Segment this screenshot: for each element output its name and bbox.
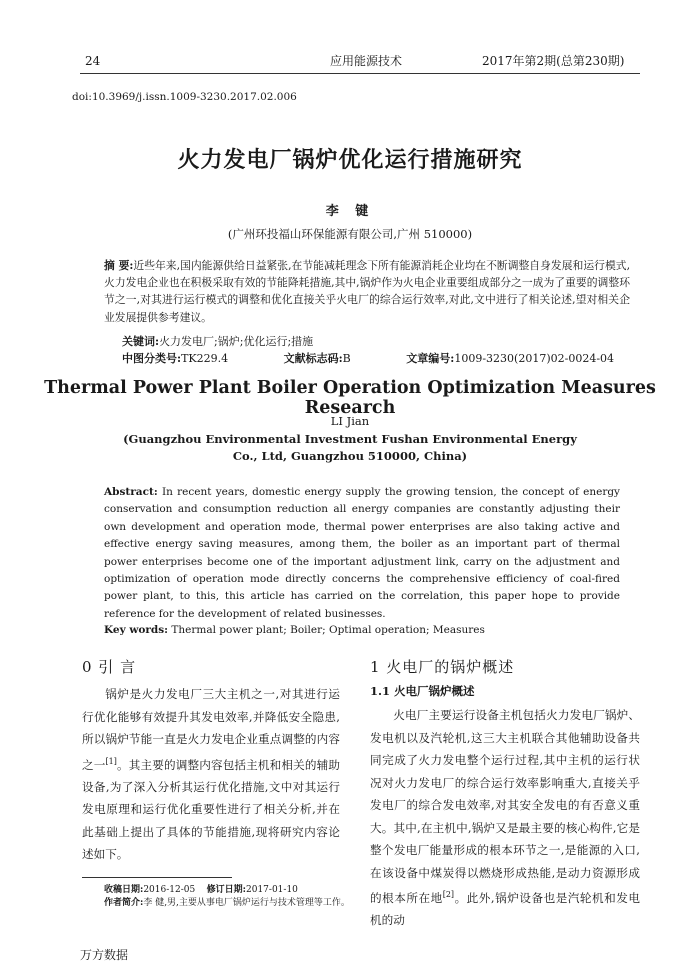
cn-affiliation: (广州环投福山环保能源有限公司,广州 510000) <box>227 227 473 241</box>
revised-label: 修订日期: <box>206 885 246 895</box>
cn-keywords <box>122 333 313 349</box>
cn-keywords-text: 火力发电厂;锅炉;优化运行;措施 <box>159 335 314 348</box>
intro-paragraph <box>82 683 340 866</box>
footnote-rule <box>82 877 232 878</box>
doc-code-value: B <box>342 352 351 365</box>
received-label: 收稿日期: <box>104 885 144 895</box>
cn-abstract-text: 近些年来,国内能源供给日益紧张,在节能减耗理念下所有能源消耗企业均在不断调整自身发展和运行模式,火力发电企业也在积极采取有效的节能降耗措施,其中,锅炉作为火电企业重要组成部分之一成为了重要的调整环节之一,对其进行运行模式的调整和优化直接关乎火电厂的综合运行效率,对此,文中进行了相关论述,望对相关企业发展提供参考建议。 <box>104 259 630 324</box>
doi: doi:10.3969/j.issn.1009-3230.2017.02.006 <box>72 91 297 103</box>
intro-text-a: 锅炉是火力发电厂三大主机之一,对其进行运行优化能够有效提升其发电效率,并降低安全隐患,所以锅炉节能一直是火力发电企业重点调整的内容之一 <box>82 687 340 772</box>
intro-text-b: 。其主要的调整内容包括主机和相关的辅助设备,为了深入分析其运行优化措施,文中对其运行发电原理和运行优化重要性进行了相关分析,并在此基础上提出了具体的节能措施,现将研究内容论述如下。 <box>82 757 340 862</box>
en-abstract <box>104 484 620 623</box>
overview-text-b: 。此外,锅炉设备也是汽轮机和发电机的动 <box>370 890 640 928</box>
clc-value: TK229.4 <box>181 352 229 365</box>
en-author: LI Jian <box>330 414 370 428</box>
en-title: Thermal Power Plant Boiler Operation Optimization Measures Research <box>44 378 656 418</box>
header-rule <box>80 73 640 74</box>
cn-abstract <box>104 257 630 326</box>
article-no-label: 文章编号: <box>406 352 455 365</box>
classification-line <box>122 350 666 366</box>
cn-author: 李 键 <box>325 204 375 219</box>
en-keywords-label: Key words: <box>104 624 169 636</box>
en-keywords-text: Thermal power plant; Boiler; Optimal operation; Measures <box>171 624 485 636</box>
overview-paragraph <box>370 704 640 932</box>
page-number: 24 <box>85 54 101 68</box>
revised-date: 2017-01-10 <box>246 885 298 895</box>
en-abstract-text: In recent years, domestic energy supply the growing tension, the concept of energy conservation and consumption reduction all energy companies are constantly adjusting their own development and operation mode, thermal power enterprises are also taking active and effective energy saving measures, among them, the boiler as an important part of thermal power enterprises become one of the important adjustment link, carry on the adjustment and optimization of operation mode directly concerns the comprehensive efficiency of coal-fired power plant, to this, this article has carried on the correlation, this paper hope to provide reference for the development of related businesses. <box>104 486 620 620</box>
citation-1: [1] <box>105 756 117 766</box>
received-date: 2016-12-05 <box>143 885 196 895</box>
subsection-1-1-heading: 1.1 火电厂锅炉概述 <box>370 684 475 698</box>
en-affiliation: (Guangzhou Environmental Investment Fushan Environmental Energy Co., Ltd, Guangzhou 510000, China) <box>123 432 577 463</box>
en-abstract-label: Abstract: <box>104 486 158 498</box>
article-no-value: 1009-3230(2017)02-0024-04 <box>454 352 615 365</box>
clc-label: 中图分类号: <box>122 352 182 365</box>
cn-title: 火力发电厂锅炉优化运行措施研究 <box>177 147 523 173</box>
issue-info: 2017年第2期(总第230期) <box>482 54 625 68</box>
doc-code-label: 文献标志码: <box>283 352 343 365</box>
overview-text-a: 火电厂主要运行设备主机包括火力发电厂锅炉、发电机以及汽轮机,这三大主机联合其他辅助设备共同完成了火力发电整个运行过程,其中主机的运行状况对火力发电厂的综合运行效率影响重大,直接关乎发电厂的综合发电效率,对其安全发电的有否意义重大。其中,在主机中,锅炉又是最主要的核心构件,它是整个发电厂能量形成的根本环节之一,是能源的入口,在该设备中煤炭得以燃烧形成热能,是动力资源形成的根本所在地 <box>370 708 640 905</box>
section-0-heading: 0 引 言 <box>82 658 137 676</box>
section-1-heading: 1 火电厂的锅炉概述 <box>370 658 515 676</box>
citation-2: [2] <box>442 890 455 899</box>
footnote <box>104 884 354 910</box>
cn-keywords-label: 关键词: <box>122 335 160 348</box>
author-bio: 李 健,男,主要从事电厂锅炉运行与技术管理等工作。 <box>143 898 350 908</box>
watermark: 万方数据 <box>80 948 129 962</box>
bio-label: 作者简介: <box>104 898 144 908</box>
en-keywords <box>104 624 620 636</box>
cn-abstract-label: 摘 要: <box>104 259 134 272</box>
journal-name: 应用能源技术 <box>330 54 403 68</box>
